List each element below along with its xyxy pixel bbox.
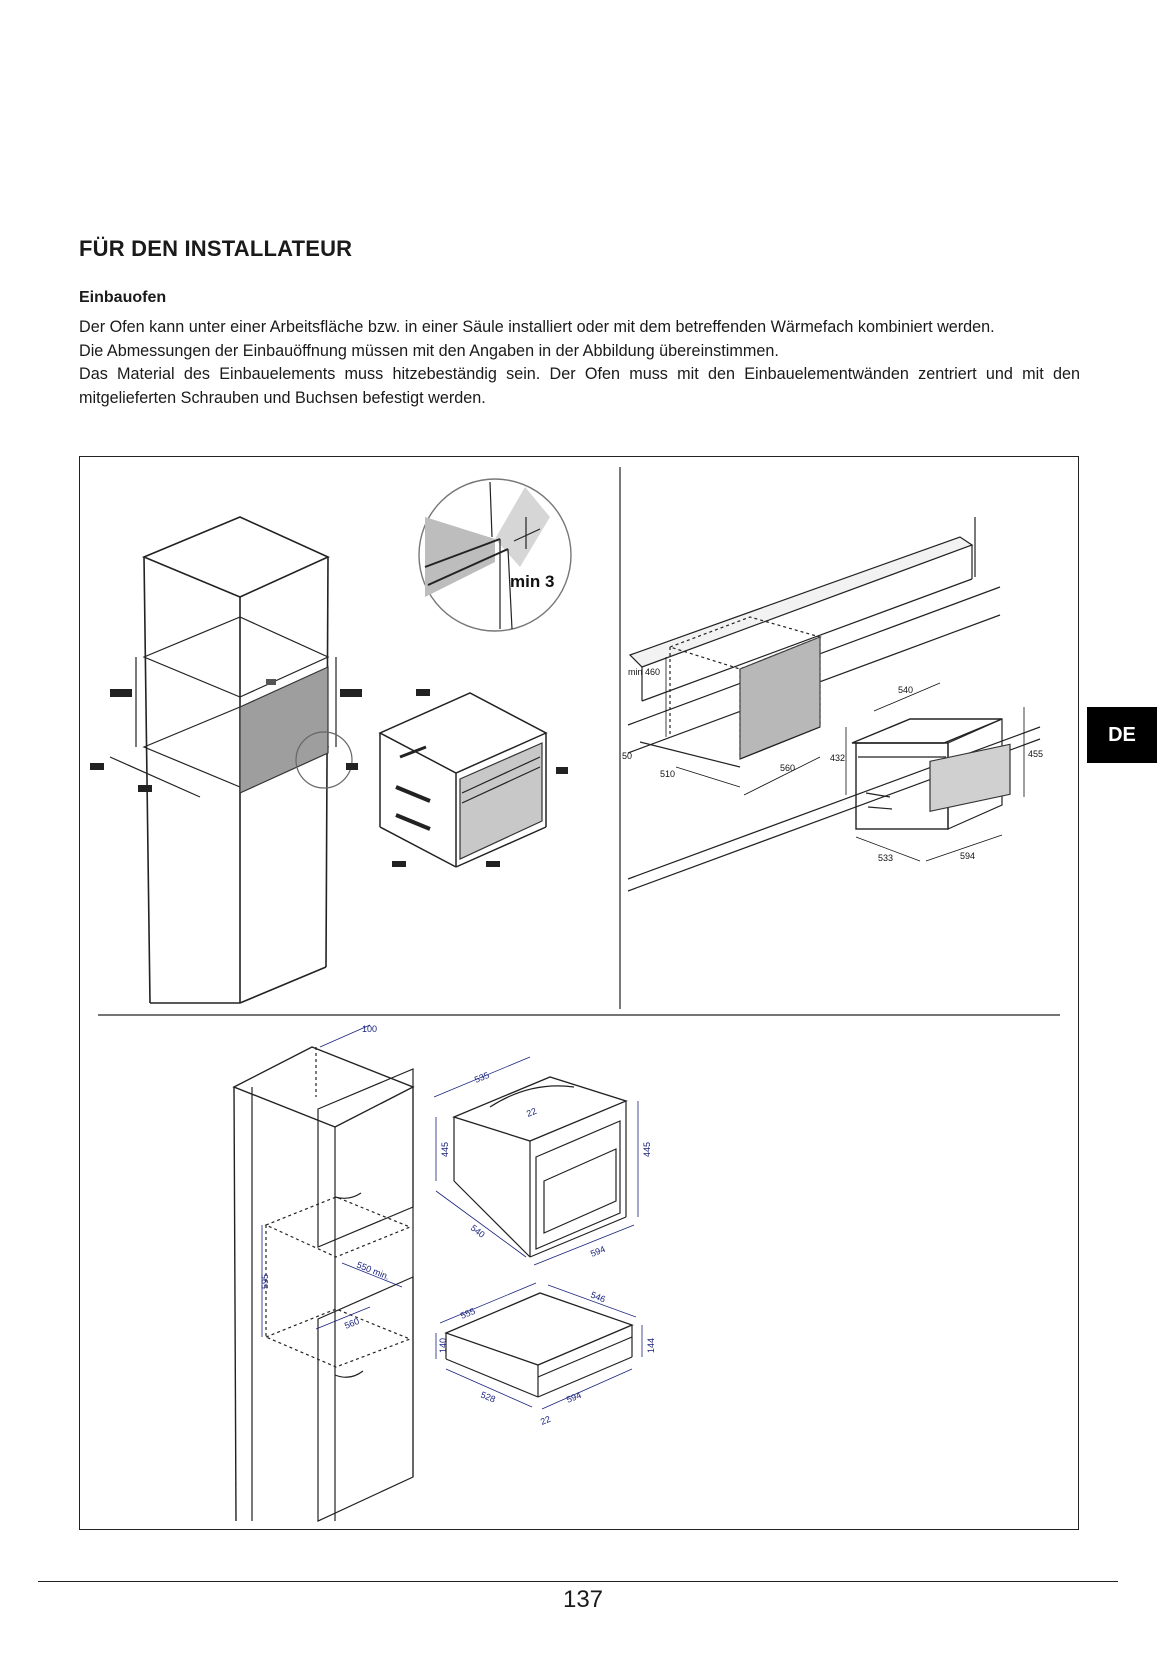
dim-550-min: 550 min. xyxy=(355,1259,392,1282)
dim-140: 140 xyxy=(438,1337,448,1353)
dim-595: 595 xyxy=(260,1273,270,1289)
dim-445-left: 445 xyxy=(440,1141,450,1157)
under-counter-drawing xyxy=(628,517,1040,891)
dim-546: 546 xyxy=(589,1289,607,1305)
dim-540: 540 xyxy=(898,685,914,695)
column-drawing-top-left xyxy=(110,517,352,1003)
paragraph-1: Der Ofen kann unter einer Arbeitsfläche bzw. in einer Säule installiert oder mit dem betreffenden Wärmefach kombiniert werden. xyxy=(79,318,995,336)
dim-533: 533 xyxy=(878,853,894,863)
dim-528: 528 xyxy=(479,1389,497,1405)
dim-22-drawer: 22 xyxy=(539,1413,553,1427)
dim-535: 535 xyxy=(473,1069,491,1085)
dim-594-drawer: 594 xyxy=(565,1389,583,1405)
dim-22-oven: 22 xyxy=(525,1105,539,1119)
installation-drawing xyxy=(80,457,1080,1531)
language-tab: DE xyxy=(1087,707,1157,763)
dim-594-oven: 594 xyxy=(589,1243,607,1259)
oven-drawing-top-left xyxy=(380,693,546,867)
dim-144: 144 xyxy=(646,1337,656,1353)
dim-455: 455 xyxy=(1028,749,1044,759)
dim-594: 594 xyxy=(960,851,976,861)
section-title: FÜR DEN INSTALLATEUR xyxy=(79,236,353,261)
sub-title: Einbauofen xyxy=(79,289,167,306)
paragraph-3: Das Material des Einbauelements muss hitzebeständig sein. Der Ofen muss mit den Einbauelementwänden zentriert und mit den mitgelieferten Schrauben und Buchsen befestigt werden. xyxy=(79,365,1080,407)
dim-560: 560 xyxy=(780,763,796,773)
dim-510: 510 xyxy=(660,769,676,779)
dim-540-oven: 540 xyxy=(468,1222,487,1240)
dim-445-right: 445 xyxy=(642,1141,652,1157)
dim-560-column: 560 xyxy=(343,1315,361,1331)
dim-100: 100 xyxy=(362,1024,378,1034)
dim-432: 432 xyxy=(830,753,846,763)
dim-50: 50 xyxy=(622,751,633,761)
detail-label: min 3 xyxy=(510,572,555,591)
installation-figure xyxy=(79,456,1079,1530)
dim-min-460: min 460 xyxy=(628,667,661,677)
dim-555: 555 xyxy=(459,1305,477,1321)
paragraph-2: Die Abmessungen der Einbauöffnung müssen mit den Angaben in der Abbildung übereinstimmen. xyxy=(79,341,779,360)
oven-drawing-top-right xyxy=(852,719,1010,829)
page-number: 137 xyxy=(562,1586,604,1613)
body-text xyxy=(79,316,1080,410)
footer-divider xyxy=(38,1581,1118,1582)
detail-circle xyxy=(419,479,571,631)
